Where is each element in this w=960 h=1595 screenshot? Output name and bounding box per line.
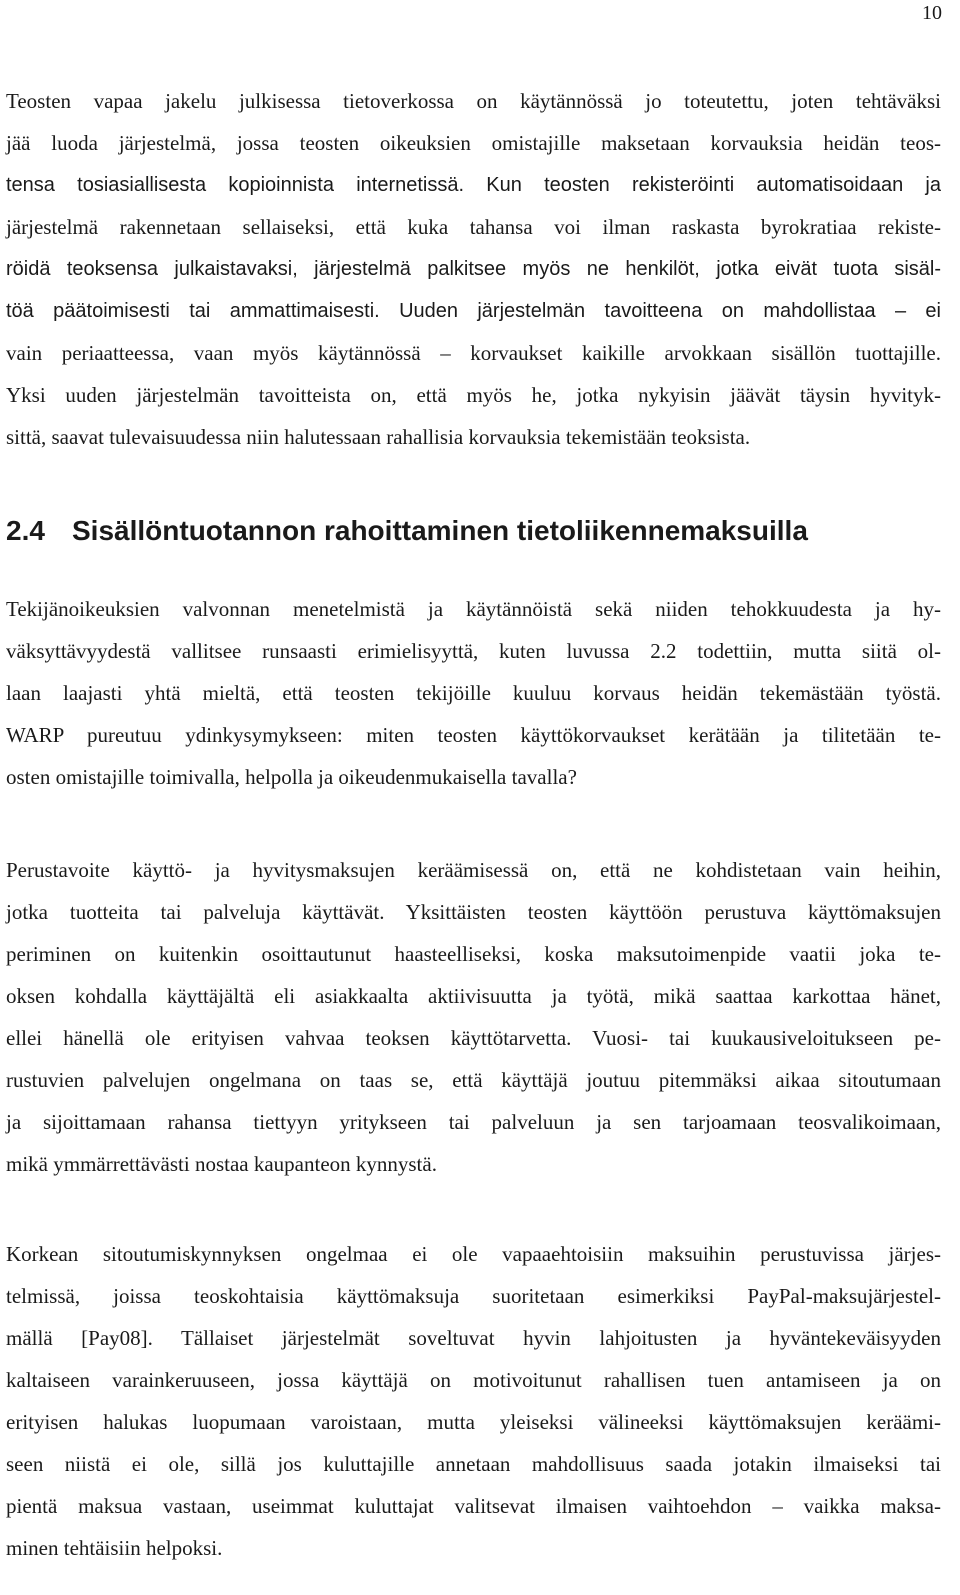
section-number: 2.4 xyxy=(6,515,45,546)
text-line: kaltaiseen varainkeruuseen, jossa käyttäjä on motivoitunut rahallisen tuen antamiseen ja on xyxy=(6,1368,941,1392)
text-line: pientä maksua vastaan, useimmat kuluttajat valitsevat ilmaisen vaihtoehdon – vaikka maksa- xyxy=(6,1494,941,1518)
text-line: järjestelmä rakennetaan sellaiseksi, että kuka tahansa voi ilman raskasta byrokratiaa rekiste- xyxy=(6,215,941,239)
text-line: Teosten vapaa jakelu julkisessa tietoverkossa on käytännössä jo toteutettu, joten tehtäväksi xyxy=(6,89,941,113)
text-line: Korkean sitoutumiskynnyksen ongelmaa ei ole vapaaehtoisiin maksuihin perustuvissa järjes- xyxy=(6,1242,941,1266)
text-line: WARP pureutuu ydinkysymykseen: miten teosten käyttökorvaukset kerätään ja tilitetään te- xyxy=(6,723,941,747)
text-line: telmissä, joissa teoskohtaisia käyttömaksuja suoritetaan esimerkiksi PayPal-maksujärjestel- xyxy=(6,1284,941,1308)
text-line: jää luoda järjestelmä, jossa teosten oikeuksien omistajille maksetaan korvauksia heidän teos- xyxy=(6,131,941,155)
text-line: mikä ymmärrettävästi nostaa kaupanteon kynnystä. xyxy=(6,1152,437,1176)
text-line: mällä [Pay08]. Tällaiset järjestelmät soveltuvat hyvin lahjoitusten ja hyväntekeväisyyden xyxy=(6,1326,941,1350)
text-line: Tekijänoikeuksien valvonnan menetelmistä ja käytännöistä sekä niiden tehokkuudesta ja hy- xyxy=(6,597,941,621)
text-line: vain periaatteessa, vaan myös käytännössä – korvaukset kaikille arvokkaan sisällön tuottajille. xyxy=(6,341,941,365)
text-line: jotka tuotteita tai palveluja käyttävät. Yksittäisten teosten käyttöön perustuva käyttömaksujen xyxy=(6,900,941,924)
text-line: erityisen halukas luopumaan varoistaan, mutta yleiseksi välineeksi käyttömaksujen keräämi- xyxy=(6,1410,941,1434)
text-line: sittä, saavat tulevaisuudessa niin halutessaan rahallisia korvauksia tekemistään teoksista. xyxy=(6,425,751,449)
text-line: periminen on kuitenkin osoittautunut haasteelliseksi, koska maksutoimenpide vaatii joka te- xyxy=(6,942,941,966)
text-line: laan laajasti yhtä mieltä, että teosten tekijöille kuuluu korvaus heidän tekemästään työstä. xyxy=(6,681,941,705)
text-line: töä päätoimisesti tai ammattimaisesti. Uuden järjestelmän tavoitteena on mahdollistaa – ei xyxy=(6,300,941,322)
text-line: oksen kohdalla käyttäjältä eli asiakkaalta aktiivisuutta ja työtä, mikä saattaa karkottaa hänet, xyxy=(6,984,941,1008)
text-line: rustuvien palvelujen ongelmana on taas se, että käyttäjä joutuu pitemmäksi aikaa sitoutumaan xyxy=(6,1068,941,1092)
section-heading xyxy=(6,514,808,548)
text-line: ellei hänellä ole erityisen vahvaa teoksen käyttötarvetta. Vuosi- tai kuukausiveloitukseen pe- xyxy=(6,1026,941,1050)
text-line: seen niistä ei ole, sillä jos kuluttajille annetaan mahdollisuus saada jotakin ilmaiseksi tai xyxy=(6,1452,941,1476)
page-number: 10 xyxy=(922,2,942,24)
text-line: osten omistajille toimivalla, helpolla ja oikeudenmukaisella tavalla? xyxy=(6,765,577,789)
text-line: ja sijoittamaan rahansa tiettyyn yritykseen tai palveluun ja sen tarjoamaan teosvalikoimaan, xyxy=(6,1110,941,1134)
text-line: Perustavoite käyttö- ja hyvitysmaksujen keräämisessä on, että ne kohdistetaan vain heihin, xyxy=(6,858,941,882)
text-line: Yksi uuden järjestelmän tavoitteista on, että myös he, jotka nykyisin jäävät täysin hyvityk- xyxy=(6,383,941,407)
section-title: Sisällöntuotannon rahoittaminen tietoliikennemaksuilla xyxy=(72,515,808,546)
text-line: röidä teoksensa julkaistavaksi, järjestelmä palkitsee myös ne henkilöt, jotka eivät tuota sisäl- xyxy=(6,258,941,280)
text-line: tensa tosiasiallisesta kopioinnista internetissä. Kun teosten rekisteröinti automatisoidaan ja xyxy=(6,174,941,196)
text-line: väksyttävyydestä vallitsee runsaasti erimielisyyttä, kuten luvussa 2.2 todettiin, mutta siitä ol- xyxy=(6,639,941,663)
text-line: minen tehtäisiin helpoksi. xyxy=(6,1536,223,1560)
